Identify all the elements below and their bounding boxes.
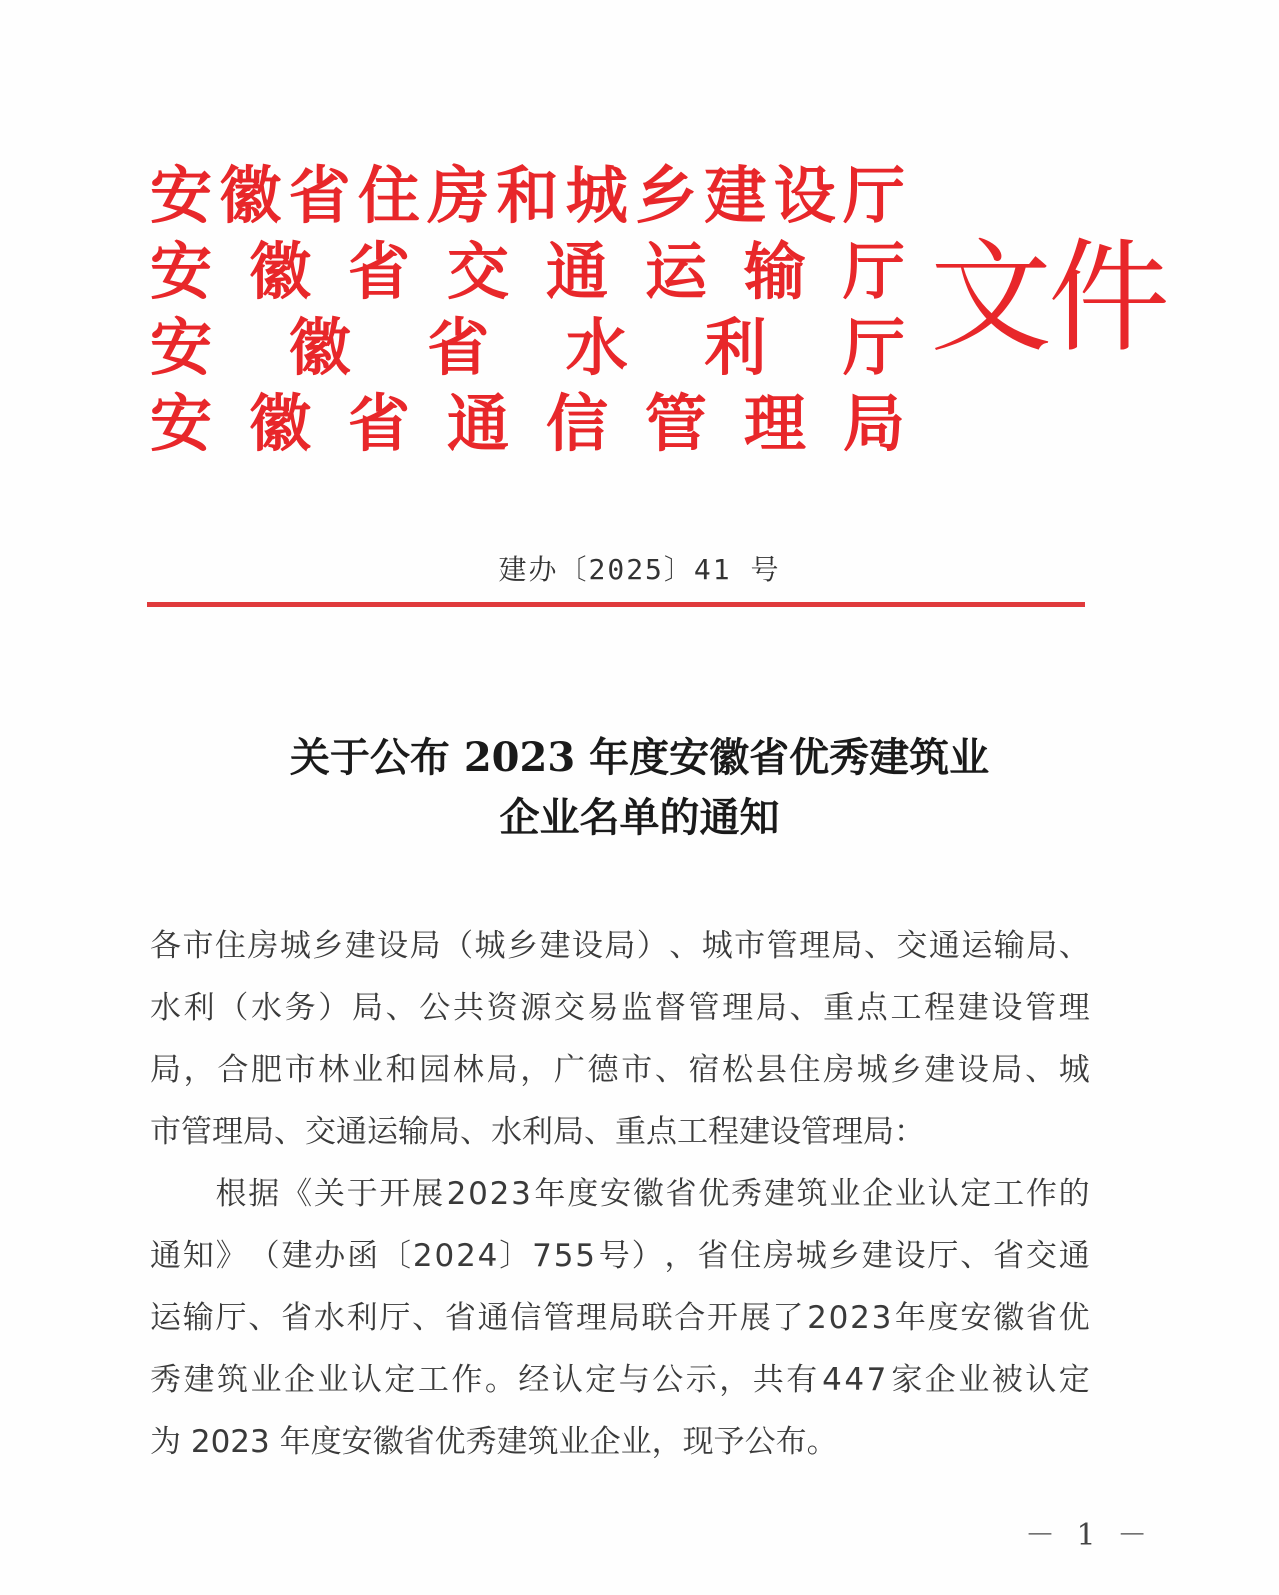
body-char: 家 (891, 1362, 923, 1398)
body-char: 、 (669, 928, 701, 964)
body-char: 与 (618, 1362, 650, 1398)
body-char: 省 (444, 1300, 476, 1336)
body-char: 住 (789, 1052, 821, 1088)
body-char: 定 (1058, 1362, 1090, 1398)
body-char: 市 (621, 1052, 653, 1088)
body-line (150, 1349, 1090, 1411)
body-char: （ (217, 990, 249, 1026)
body-char: 设 (991, 990, 1023, 1026)
body-char: 水 (150, 990, 181, 1026)
body-char: 工 (890, 990, 922, 1026)
body-line (150, 977, 1090, 1039)
body-char: 企 (283, 1362, 315, 1398)
org-char: 管 (644, 387, 707, 460)
org-char: 局 (842, 387, 905, 460)
body-char: 、 (248, 1300, 280, 1336)
body-char: 理 (799, 928, 831, 964)
body-char: 了 (772, 1300, 804, 1336)
body-char: 运 (150, 1300, 181, 1336)
body-char: 办 (314, 1238, 346, 1274)
body-char: ） (636, 928, 668, 964)
body-char: 业 (958, 1362, 990, 1398)
body-char: 公 (419, 990, 451, 1026)
body-char: 信 (510, 1300, 542, 1336)
org-char: 安 (150, 159, 213, 232)
body-char: 各 (150, 928, 181, 964)
body-char: 德 (587, 1052, 619, 1088)
body-char: 交 (896, 928, 928, 964)
org-line-2 (150, 234, 905, 310)
body-char: 筑 (796, 1176, 828, 1212)
body-char: 水 (250, 990, 282, 1026)
body-line (150, 1039, 1090, 1101)
body-char: 2 (489, 1176, 510, 1212)
body-char: 程 (924, 990, 956, 1026)
body-char: 局 (831, 928, 863, 964)
org-line-1 (150, 158, 905, 234)
issuing-organizations (150, 158, 905, 462)
org-char: 水 (565, 311, 628, 384)
body-char: 和 (385, 1052, 417, 1088)
body-char: 理 (575, 1300, 607, 1336)
body-char: 城 (795, 1238, 827, 1274)
document-title (0, 728, 1279, 848)
org-char: 城 (565, 159, 628, 232)
org-char: 利 (704, 311, 767, 384)
body-char: 建 (539, 928, 571, 964)
body-char: 共 (752, 1362, 784, 1398)
body-char: 、 (385, 990, 417, 1026)
body-char: 定 (384, 1362, 416, 1398)
body-char: 设 (571, 928, 603, 964)
body-char: 乡 (890, 1052, 922, 1088)
body-char: 省 (665, 1176, 697, 1212)
body-char: 工 (417, 1362, 449, 1398)
body-char: ， (183, 1052, 215, 1088)
body-char: 广 (553, 1052, 585, 1088)
body-char: 。 (484, 1362, 516, 1398)
body-char: ， (719, 1362, 751, 1398)
body-char: ） (318, 990, 350, 1026)
body-char: 城 (474, 928, 506, 964)
body-char: 合 (217, 1052, 249, 1088)
body-char: 建 (924, 1052, 956, 1088)
org-char: 乡 (635, 159, 698, 232)
org-char: 省 (347, 387, 410, 460)
document-number: 建办〔2025〕41 号 (498, 553, 781, 586)
body-char: 局 (608, 1300, 640, 1336)
body-char: 、 (412, 1300, 444, 1336)
body-char: 住 (214, 928, 246, 964)
org-char: 住 (357, 159, 420, 232)
body-char: 定 (960, 1176, 992, 1212)
body-char: 局 (351, 990, 383, 1026)
body-char: 《 (281, 1176, 313, 1212)
body-char: 业 (894, 1176, 926, 1212)
body-line (150, 1287, 1090, 1349)
body-char: 源 (520, 990, 552, 1026)
body-char: 工 (993, 1176, 1025, 1212)
org-char: 厅 (842, 159, 905, 232)
body-char: 、 (1025, 1052, 1057, 1088)
body-char: 局 (1026, 928, 1058, 964)
body-char: 局 (150, 1052, 181, 1088)
body-char: 重 (823, 990, 855, 1026)
org-char: 信 (545, 387, 608, 460)
org-char: 厅 (842, 311, 905, 384)
body-char: 通 (150, 1238, 181, 1274)
body-char: 3 (511, 1176, 531, 1212)
body-char: 运 (961, 928, 993, 964)
body-char: 设 (957, 1052, 989, 1088)
body-char (183, 1163, 214, 1225)
body-char: ， (664, 1238, 696, 1274)
body-char: 定 (585, 1362, 617, 1398)
body-char: 年 (534, 1176, 566, 1212)
body-char: 市 (182, 928, 214, 964)
body-char: 度 (567, 1176, 599, 1212)
body-char: 住 (730, 1238, 762, 1274)
body-char: 管 (543, 1300, 575, 1336)
body-char: 函 (347, 1238, 379, 1274)
body-char: 城 (279, 928, 311, 964)
org-char: 省 (427, 311, 490, 384)
org-char: 设 (773, 159, 836, 232)
body-char: 7 (866, 1362, 887, 1398)
body-char: 安 (599, 1176, 631, 1212)
body-char: 优 (698, 1176, 730, 1212)
body-char: 利 (346, 1300, 378, 1336)
body-char: 业 (829, 1176, 861, 1212)
body-line (150, 1225, 1090, 1287)
body-char: 市 (284, 1052, 316, 1088)
body-char: 、 (789, 990, 821, 1026)
org-char: 徽 (248, 387, 311, 460)
body-char: 徽 (993, 1300, 1025, 1336)
body-char: 务 (284, 990, 316, 1026)
body-char: 理 (1058, 990, 1090, 1026)
org-char: 省 (347, 235, 410, 308)
body-line: 市管理局、交通运输局、水利局、重点工程建设管理局： (150, 1114, 925, 1150)
body-char: 设 (377, 928, 409, 964)
body-char: 乡 (828, 1238, 860, 1274)
body-char: 筑 (216, 1362, 248, 1398)
body-char: 园 (419, 1052, 451, 1088)
body-char: 局 (755, 990, 787, 1026)
body-char: 据 (248, 1176, 280, 1212)
body-char: 2 (412, 1238, 433, 1274)
body-char: 建 (861, 1238, 893, 1274)
body-char: 认 (1025, 1362, 1057, 1398)
body-char: 交 (553, 990, 585, 1026)
body-char: 通 (477, 1300, 509, 1336)
body-char: 城 (1058, 1052, 1090, 1088)
body-char: 4 (477, 1238, 498, 1274)
body-char: 3 (871, 1300, 892, 1336)
body-char: 通 (1058, 1238, 1090, 1274)
org-char: 省 (288, 159, 351, 232)
org-char: 运 (644, 235, 707, 308)
body-line (150, 1163, 1090, 1225)
body-char: 监 (621, 990, 653, 1026)
org-line-3 (150, 310, 905, 386)
body-char: 公 (652, 1362, 684, 1398)
body-char: 建 (957, 990, 989, 1026)
body-char: 徽 (632, 1176, 664, 1212)
body-char: 房 (763, 1238, 795, 1274)
body-char: 》 (215, 1238, 247, 1274)
body-char: 共 (452, 990, 484, 1026)
body-char: 认 (551, 1362, 583, 1398)
org-char: 安 (150, 387, 213, 460)
body-char: 局 (991, 1052, 1023, 1088)
body-char: 管 (688, 990, 720, 1026)
body-char: 经 (518, 1362, 550, 1398)
body-char: 易 (587, 990, 619, 1026)
org-char: 建 (704, 159, 767, 232)
body-char: 联 (641, 1300, 673, 1336)
body-char: ） (631, 1238, 663, 1274)
body-char: 宿 (688, 1052, 720, 1088)
body-char: 省 (993, 1238, 1025, 1274)
body-char: 建 (344, 928, 376, 964)
body-char: 安 (960, 1300, 992, 1336)
body-char: 房 (247, 928, 279, 964)
org-line-4 (150, 386, 905, 462)
body-char: 优 (1058, 1300, 1090, 1336)
org-char: 通 (545, 235, 608, 308)
body-char: 市 (734, 928, 766, 964)
body-char: 局 (604, 928, 636, 964)
body-char: 资 (486, 990, 518, 1026)
body-char: 城 (701, 928, 733, 964)
body-char: 管 (766, 928, 798, 964)
body-char: 建 (281, 1238, 313, 1274)
body-line: 为 2023 年度安徽省优秀建筑业企业，现予公布。 (150, 1424, 838, 1460)
body-char: 设 (894, 1238, 926, 1274)
body-char: 房 (823, 1052, 855, 1088)
org-char: 理 (743, 387, 806, 460)
org-char: 安 (150, 311, 213, 384)
body-char: 乡 (312, 928, 344, 964)
body-char: 根 (215, 1176, 247, 1212)
body-char: 有 (786, 1362, 818, 1398)
body-char: 乡 (506, 928, 538, 964)
org-char: 和 (496, 159, 559, 232)
body-char: 省 (697, 1238, 729, 1274)
body-char: 5 (575, 1238, 596, 1274)
body-char: ， (520, 1052, 552, 1088)
body-char: 作 (1025, 1176, 1057, 1212)
body-char: 水 (313, 1300, 345, 1336)
org-char: 通 (446, 387, 509, 460)
body-char (150, 1163, 181, 1225)
body-char: 厅 (379, 1300, 411, 1336)
body-char: 秀 (731, 1176, 763, 1212)
document-type-label: 文件 (930, 227, 1166, 369)
red-divider (147, 602, 1085, 607)
document-body (150, 915, 1090, 1473)
body-char: 局 (486, 1052, 518, 1088)
org-char: 徽 (288, 311, 351, 384)
body-char: 号 (598, 1238, 630, 1274)
body-char: 知 (182, 1238, 214, 1274)
body-char: 点 (856, 990, 888, 1026)
body-char: 年 (894, 1300, 926, 1336)
title-line-2: 企业名单的通知 (499, 794, 780, 841)
body-char: 0 (434, 1238, 455, 1274)
body-char: 林 (318, 1052, 350, 1088)
body-char: 、 (863, 928, 895, 964)
body-char: 业 (317, 1362, 349, 1398)
org-char: 交 (446, 235, 509, 308)
body-char: 秀 (150, 1362, 181, 1398)
body-char: 关 (313, 1176, 345, 1212)
body-char: 度 (927, 1300, 959, 1336)
body-char: 认 (350, 1362, 382, 1398)
body-char: 、 (960, 1238, 992, 1274)
body-char: 利 (183, 990, 215, 1026)
body-char: 业 (250, 1362, 282, 1398)
body-char: 企 (924, 1362, 956, 1398)
org-char: 徽 (219, 159, 282, 232)
org-char: 房 (427, 159, 490, 232)
body-char: 建 (183, 1362, 215, 1398)
body-char: 作 (451, 1362, 483, 1398)
body-char: 4 (844, 1362, 865, 1398)
body-char: 业 (351, 1052, 383, 1088)
org-char: 徽 (248, 235, 311, 308)
body-char: 管 (1025, 990, 1057, 1026)
page-number: － 1 － (1025, 1518, 1154, 1553)
body-char: 4 (822, 1362, 842, 1398)
body-char: 林 (452, 1052, 484, 1088)
body-char: 、 (1058, 928, 1090, 964)
body-char: 的 (1058, 1176, 1090, 1212)
body-char: 省 (281, 1300, 313, 1336)
title-line-1: 关于公布 2023 年度安徽省优秀建筑业 (289, 734, 990, 781)
body-char: 通 (928, 928, 960, 964)
body-char: 肥 (250, 1052, 282, 1088)
body-char: 督 (654, 990, 686, 1026)
body-char: 示 (685, 1362, 717, 1398)
body-char: 厅 (215, 1300, 247, 1336)
body-char: 展 (739, 1300, 771, 1336)
body-char: 展 (412, 1176, 444, 1212)
body-char: 2 (446, 1176, 467, 1212)
body-char: 0 (468, 1176, 488, 1212)
body-char: 城 (856, 1052, 888, 1088)
body-char: 0 (828, 1300, 849, 1336)
body-char: 7 (532, 1238, 552, 1274)
body-char: 2 (807, 1300, 827, 1336)
body-char: 理 (722, 990, 754, 1026)
body-char: 省 (1025, 1300, 1057, 1336)
body-char: （ (248, 1238, 280, 1274)
body-char: 企 (862, 1176, 894, 1212)
body-char: 交 (1025, 1238, 1057, 1274)
body-char: 局 (409, 928, 441, 964)
body-char: （ (442, 928, 474, 964)
body-char: 建 (763, 1176, 795, 1212)
org-char: 厅 (842, 235, 905, 308)
body-char: 〔 (380, 1238, 412, 1274)
body-char: 县 (755, 1052, 787, 1088)
body-char: 输 (993, 928, 1025, 964)
body-char: 开 (707, 1300, 739, 1336)
body-char: 2 (850, 1300, 870, 1336)
body-char: 开 (379, 1176, 411, 1212)
body-char: 松 (722, 1052, 754, 1088)
body-line (150, 915, 1090, 977)
org-char: 输 (743, 235, 806, 308)
body-char: 2 (456, 1238, 476, 1274)
body-char: 、 (654, 1052, 686, 1088)
body-char: 合 (674, 1300, 706, 1336)
body-char: 输 (182, 1300, 214, 1336)
body-char: 5 (553, 1238, 574, 1274)
body-char: 于 (346, 1176, 378, 1212)
body-char: 〕 (499, 1238, 531, 1274)
body-char: 厅 (927, 1238, 959, 1274)
body-char: 认 (927, 1176, 959, 1212)
org-char: 安 (150, 235, 213, 308)
body-char: 被 (991, 1362, 1023, 1398)
